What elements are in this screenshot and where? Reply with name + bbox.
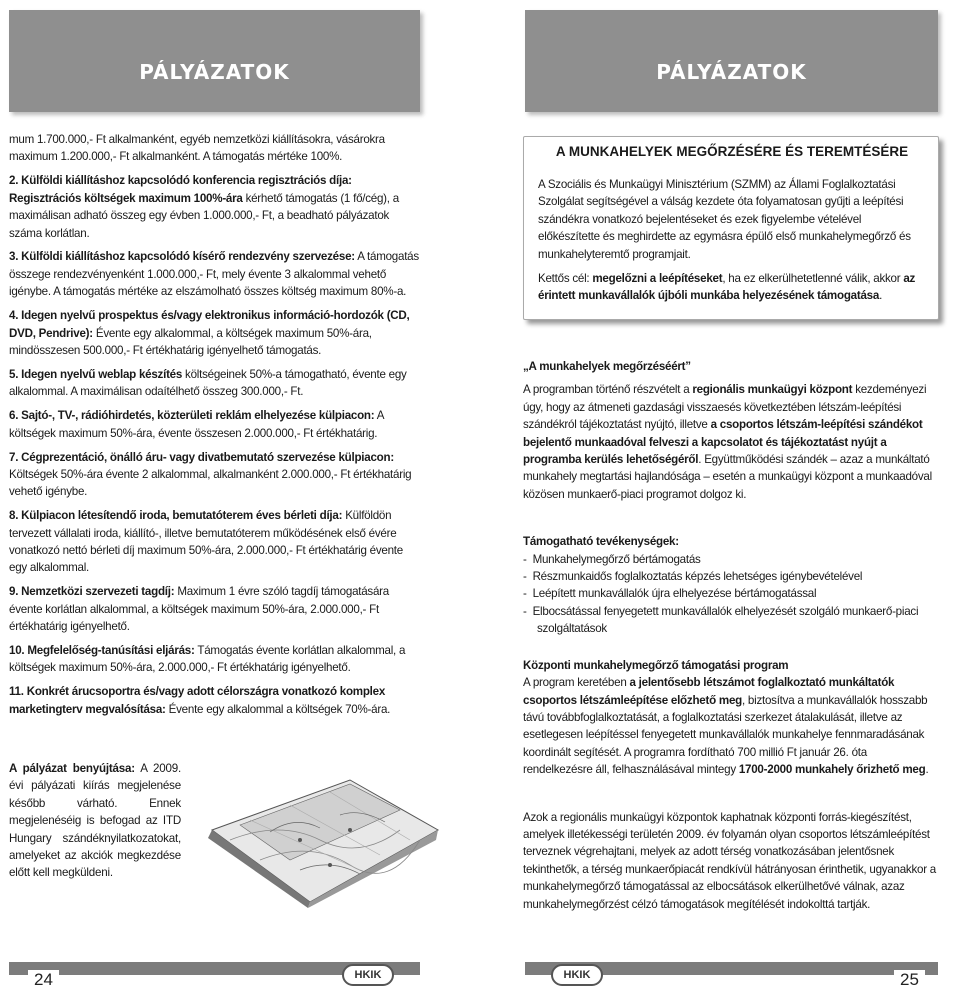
list-item: 8. Külpiacon létesítendő iroda, bemutatóterem éves bérleti díja: Külföldön tervezett vállalati iroda, kiállító-, illetve bemutatóterem működésének első évére vonatkozó nettó bérleti díj maximum 50%-ára, 2.000.000,- Ft értékhatárig évente egy alkalommal. <box>9 509 403 575</box>
list-item: 2. Külföldi kiállításhoz kapcsolódó konferencia regisztrációs díja: Regisztrációs költségek maximum 100%-ára kérhető támogatás (1 fő/cég), a maximálisan adható összeg egy évben 1.000.000,- Ft, a beadható pályázatok száma korlátlan. <box>9 174 399 240</box>
list-item: 3. Külföldi kiállításhoz kapcsolódó kísérő rendezvény szervezése: A támogatás összege rendezvényenként 1.000.000,- Ft, mely évente 3 alkalommal vehető igénybe. A támogatás mértéke az elszámolható összes költség maximum 80%-a. <box>9 250 419 299</box>
left-column <box>9 131 423 718</box>
list-item: - Elbocsátással fenyegetett munkavállalók elhelyezését szolgáló munkaerő-piaci szolgáltatások <box>523 604 919 636</box>
regional-paragraph: Azok a regionális munkaügyi központok kaphatnak központi forrás-kiegészítést, amelyek illetékességi területén 2009. év folyamán olyan csoportos létszámleépítést terveznek végrehajtani, melyek az adott térség vonatkozásában jelentősnek tekinthetők, a térség munkaerőpiacát rendkívül hátrányosan érinthetik, ugyanakkor a munkahelymegőrző támogatással az elbocsátások elkerülhetővé válnak, azaz munkahelymegőrzést célzó támogatások megítélését indokolttá tartják. <box>523 810 936 911</box>
list-item: 11. Konkrét árucsoportra és/vagy adott célországra vonatkozó komplex marketingterv megvalósítása: Évente egy alkalommal a költségek 70%-ára. <box>9 685 391 716</box>
list-item: - Részmunkaidős foglalkoztatás képzés lehetséges igénybevételével <box>523 570 863 584</box>
list-item: - Munkahelymegőrző bértámogatás <box>523 552 701 566</box>
support-title: Támogatható tevékenységek: <box>523 535 679 549</box>
right-column <box>523 136 939 913</box>
right-header-banner <box>525 10 938 112</box>
card-title: A MUNKAHELYEK MEGŐRZÉSÉRE ÉS TEREMTÉSÉRE <box>555 144 909 159</box>
left-header-banner <box>9 10 420 112</box>
left-page-number: 24 <box>28 970 59 990</box>
submission-notice: A pályázat benyújtása: A 2009. évi pályázati kiírás megjelenése később várható. Ennek megjelenéséig is befogad az ITD Hungary szándéknyilatkozatokat, amelyeket az akciók megkezdése előtt kell megküldeni. <box>9 762 182 880</box>
support-list <box>523 551 939 638</box>
left-footer-logo: HKIK <box>342 964 394 986</box>
right-header-title: PÁLYÁZATOK <box>656 60 807 84</box>
right-page-number: 25 <box>894 970 925 990</box>
program-paragraph: A programban történő részvételt a regionális munkaügyi központ kezdeményezi úgy, hogy az átmeneti gazdasági visszaesés következtében létszám-leépítési szándékról tájékoztatást nyújtó, illetve a csoportos létszám-leépítési szándékot bejelentő munkaadóval felveszi a kapcsolatot és tájékoztatást nyújt a programba kerülés lehetőségéről. Együttműködési szándék – azaz a munkáltató munkahely megtartási hajlandósága – esetén a munkaügyi központ a munkaadóval közösen munkaerő-piaci programot dolgoz ki. <box>523 383 932 501</box>
quote-title: „A munkahelyek megőrzéséért” <box>523 360 691 373</box>
list-item: 10. Megfelelőség-tanúsítási eljárás: Támogatás évente korlátlan alkalommal, a költségek maximum 50%-ára, 2.000.000,- Ft értékhatárig igényelhető. <box>9 644 406 675</box>
central-paragraph: A program keretében a jelentősebb létszámot foglalkoztató munkáltatók csoportos létszámleépítése előzhető meg, biztosítva a munkavállalók hosszabb távú továbbfoglalkoztatását, a foglalkoztatási szerkezet átalakulását, illetve az esetlegesen leépítéssel fenyegetett munkavállalók munkahelye fennmaradásának koordinált segítését. A programra fordítható 700 millió Ft január 26. óta rendelkezésre áll, felhasználásával mintegy 1700-2000 munkahely őrizhető meg. <box>523 676 929 777</box>
list-item: 4. Idegen nyelvű prospektus és/vagy elektronikus információ-hordozók (CD, DVD, Pendrive): Évente egy alkalommal, a költségek maximum 50%-ára, mindösszesen 500.000,- Ft értékhatárig igényelhető támogatás. <box>9 309 410 357</box>
list-item: 6. Sajtó-, TV-, rádióhirdetés, közterületi reklám elhelyezése külpiacon: A költségek maximum 50%-ára, évente összesen 2.000.000,- Ft értékhatárig. <box>9 409 384 440</box>
card-goal: Kettős cél: megelőzni a leépítéseket, ha ez elkerülhetetlenné válik, akkor az érintett munkavállalók újbóli munkába helyezésének támogatása. <box>538 271 916 302</box>
intro-paragraph: mum 1.700.000,- Ft alkalmanként, egyéb nemzetközi kiállításokra, vásárokra maximum 1.200.000,- Ft alkalmanként. A támogatás mértéke 100%. <box>9 133 385 164</box>
central-title: Központi munkahelymegőrző támogatási program <box>523 658 789 672</box>
info-card <box>523 136 939 320</box>
list-item: 5. Idegen nyelvű weblap készítés költségeinek 50%-a támogatható, évente egy alkalommal. A maximálisan odaítélhető összeg 300.000,- Ft. <box>9 367 407 399</box>
card-paragraph: A Szociális és Munkaügyi Minisztérium (SZMM) az Állami Foglalkoztatási Szolgálat segítségével a válság kezdete óta folyamatosan gyűjti a leépítési szándékra vonatkozó bejelentéseket és ezek figyelembe vételével előkészítette és meghirdette az egymásra épülő első munkahelymegőrző és munkahelyteremtő programjait. <box>538 178 911 261</box>
folded-map-illustration <box>200 770 440 910</box>
right-footer-logo: HKIK <box>551 964 603 986</box>
list-item: - Leépített munkavállalók újra elhelyezése bértámogatással <box>523 587 817 601</box>
list-item: 7. Cégprezentáció, önálló áru- vagy divatbemutató szervezése külpiacon: Költségek 50%-ára évente 2 alkalommal, alkalmanként 2.000.000,- Ft értékhatárig vehető igénybe. <box>9 450 412 499</box>
left-header-title: PÁLYÁZATOK <box>139 60 290 84</box>
list-item: 9. Nemzetközi szervezeti tagdíj: Maximum 1 évre szóló tagdíj támogatására évente korlátlan alkalommal, a költségek maximum 50%-ára, 2.000.000,- Ft értékhatárig igényelhető. <box>9 585 389 634</box>
